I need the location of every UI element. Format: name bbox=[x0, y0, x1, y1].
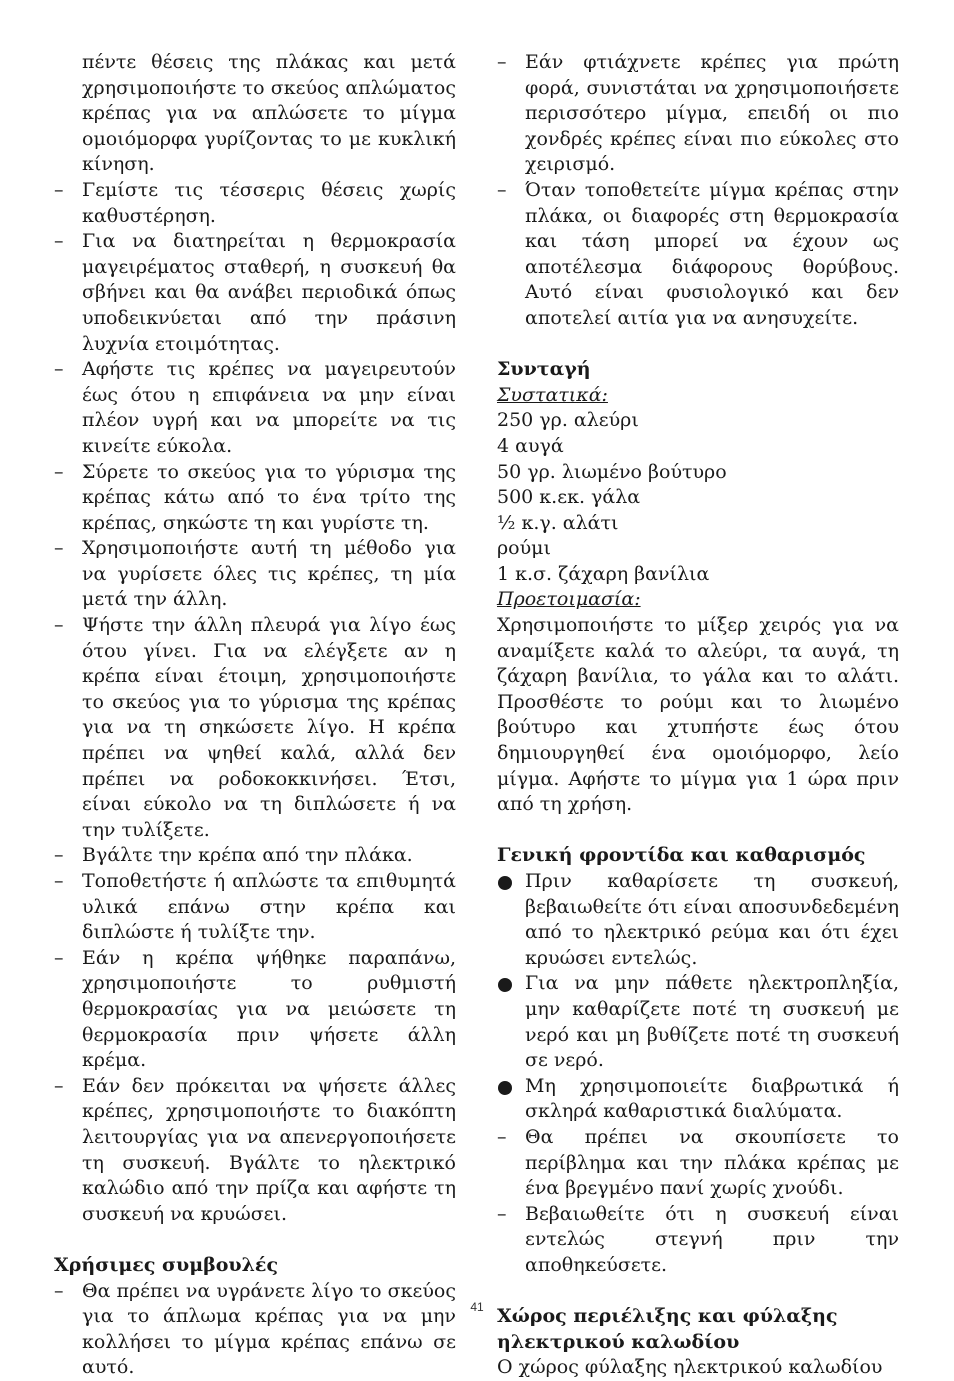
care-bullets-list bbox=[497, 869, 899, 1125]
instruction-step bbox=[54, 946, 456, 1074]
tip-item bbox=[54, 1279, 456, 1381]
instruction-step-text: Εάν δεν πρόκειται να ψήσετε άλλες κρέπες, χρησιμοποιήστε το διακόπτη λειτουργίας για να απενεργοποιήσετε τη συσκευή. Βγάλτε το ηλεκτρικό καλώδιο από την πρίζα και αφήστε τη συσκευή να κρυώσει. bbox=[82, 1074, 456, 1225]
ingredients-label: Συστατικά: bbox=[497, 383, 608, 406]
care-bullet-item-text: Μη χρησιμοποιείτε διαβρωτικά ή σκληρά καθαριστικά διαλύματα. bbox=[525, 1074, 899, 1123]
ingredients-list bbox=[497, 408, 899, 587]
cord-storage-heading: Χώρος περιέλιξης και φύλαξης ηλεκτρικού καλωδίου bbox=[497, 1305, 838, 1353]
care-bullet-item bbox=[497, 1074, 899, 1125]
instruction-step bbox=[54, 843, 456, 869]
tip-item-text: Εάν φτιάχνετε κρέπες για πρώτη φορά, συνιστάται να χρησιμοποιήσετε περισσότερο μίγμα, επειδή οι πιο χονδρές κρέπες είναι πιο εύκολες στο χειρισμό. bbox=[525, 51, 899, 176]
instruction-step-text: Τοποθετήστε ή απλώστε τα επιθυμητά υλικά επάνω στην κρέπα και διπλώστε ή τυλίξτε την. bbox=[82, 870, 456, 944]
instruction-step-text: Σύρετε το σκεύος για το γύρισμα της κρέπας κάτω από το ένα τρίτο της κρέπας, σηκώστε τη και γυρίστε τη. bbox=[82, 460, 456, 534]
tip-item bbox=[497, 178, 899, 332]
page-number: 41 bbox=[470, 1300, 484, 1314]
left-column bbox=[54, 50, 456, 1381]
dash-marker: – bbox=[497, 1125, 507, 1148]
dash-marker: – bbox=[54, 844, 64, 867]
dash-marker: – bbox=[54, 460, 64, 483]
instruction-step bbox=[54, 178, 456, 229]
recipe-heading: Συνταγή bbox=[497, 358, 591, 381]
instruction-step bbox=[54, 613, 456, 843]
instruction-step-text: Για να διατηρείται η θερμοκρασία μαγειρέματος σταθερή, η συσκευή θα σβήνει και θα ανάβει περιοδικά όπως υποδεικνύεται από την πράσινη λυχνία ετοιμότητας. bbox=[82, 230, 456, 355]
care-dash-item-text: Βεβαιωθείτε ότι η συσκευή είναι εντελώς στεγνή πριν την αποθηκεύσετε. bbox=[525, 1202, 899, 1276]
preparation-label: Προετοιμασία: bbox=[497, 588, 641, 611]
care-bullet-item bbox=[497, 869, 899, 971]
dash-marker: – bbox=[54, 946, 64, 969]
instruction-step bbox=[54, 1074, 456, 1228]
preparation-text: Χρησιμοποιήστε το μίξερ χειρός για να αναμίξετε καλά το αλεύρι, τα αυγά, τη ζάχαρη βανίλια, το γάλα και το αλάτι. Προσθέστε το ρούμι και το λιωμένο βούτυρο και χτυπήστε έως ότου δημιουργηθεί ένα ομοιόμορφο, λείο μίγμα. Αφήστε το μίγμα για 1 ώρα πριν από τη χρήση. bbox=[497, 614, 899, 816]
dash-marker: – bbox=[54, 178, 64, 201]
ingredient-item: 500 κ.εκ. γάλα bbox=[497, 486, 641, 509]
ingredient-item: 250 γρ. αλεύρι bbox=[497, 409, 639, 432]
care-dash-item bbox=[497, 1125, 899, 1202]
dash-marker: – bbox=[54, 1074, 64, 1097]
care-bullet-item-text: Για να μην πάθετε ηλεκτροπληξία, μην καθαρίζετε ποτέ τη συσκευή με νερό και μη βυθίζετε ποτέ τη συσκευή σε νερό. bbox=[525, 972, 899, 1072]
dash-marker: – bbox=[54, 1279, 64, 1302]
dash-marker: – bbox=[54, 230, 64, 253]
ingredient-item: 1 κ.σ. ζάχαρη βανίλια bbox=[497, 562, 710, 585]
instruction-step-text: Ψήστε την άλλη πλευρά για λίγο έως ότου γίνει. Για να ελέγξετε αν η κρέπα είναι έτοιμη, χρησιμοποιήστε το σκεύος για το γύρισμα της κρέπας για να τη σηκώσετε λίγο. Η κρέπα πρέπει να ψηθεί καλά, αλλά δεν πρέπει να ροδοκοκκινήσει. Έτσι, είναι εύκολο να τη διπλώσετε ή να την τυλίξετε. bbox=[82, 614, 456, 841]
care-dash-item bbox=[497, 1202, 899, 1279]
dash-marker: – bbox=[497, 178, 507, 201]
cord-storage-text: Ο χώρος φύλαξης ηλεκτρικού καλωδίου bbox=[497, 1356, 883, 1379]
instruction-step bbox=[54, 357, 456, 459]
dash-marker: – bbox=[497, 51, 507, 73]
dash-marker: – bbox=[54, 358, 64, 381]
dash-marker: – bbox=[497, 1202, 507, 1225]
ingredient-item: ρούμι bbox=[497, 537, 551, 560]
intro-continuation: πέντε θέσεις της πλάκας και μετά χρησιμοποιήστε το σκεύος απλώματος κρέπας για να απλώσετε το μίγμα ομοιόμορφα γυρίζοντας το με κυκλική κίνηση. bbox=[82, 51, 456, 176]
ingredient-item: ½ κ.γ. αλάτι bbox=[497, 511, 619, 534]
tip-item bbox=[497, 50, 899, 178]
tip-item-text: Όταν τοποθετείτε μίγμα κρέπας στην πλάκα, οι διαφορές στη θερμοκρασία και τάση μπορεί να έχουν ως αποτέλεσμα διάφορους θορύβους. Αυτό είναι φυσιολογικό και δεν αποτελεί αιτία για να ανησυχείτε. bbox=[525, 178, 899, 329]
instruction-step bbox=[54, 229, 456, 357]
instruction-steps-list bbox=[54, 178, 456, 1227]
dash-marker: – bbox=[54, 870, 64, 892]
dash-marker: – bbox=[54, 537, 64, 560]
tips-heading: Χρήσιμες συμβουλές bbox=[54, 1253, 279, 1276]
instruction-step bbox=[54, 460, 456, 537]
care-dashes-list bbox=[497, 1125, 899, 1279]
dash-marker: – bbox=[54, 614, 64, 637]
right-column bbox=[497, 50, 899, 1381]
instruction-step-text: Βγάλτε την κρέπα από την πλάκα. bbox=[82, 844, 413, 867]
ingredient-item: 4 αυγά bbox=[497, 434, 564, 457]
instruction-step-text: Εάν η κρέπα ψήθηκε παραπάνω, χρησιμοποιήστε το ρυθμιστή θερμοκρασίας για να μειώσετε τη θερμοκρασία πριν ψήσετε άλλη κρέμα. bbox=[82, 946, 456, 1072]
tips-continued-list bbox=[497, 50, 899, 332]
care-dash-item-text: Θα πρέπει να σκουπίσετε το περίβλημα και την πλάκα κρέπας με ένα βρεγμένο πανί χωρίς χνούδι. bbox=[525, 1125, 899, 1200]
instruction-step-text: Αφήστε τις κρέπες να μαγειρευτούν έως ότου η επιφάνεια να μην είναι πλέον υγρή και να μπορείτε να τις κινείτε εύκολα. bbox=[82, 358, 456, 457]
tips-list bbox=[54, 1279, 456, 1381]
instruction-step bbox=[54, 536, 456, 613]
care-bullet-item bbox=[497, 971, 899, 1073]
care-heading: Γενική φροντίδα και καθαρισμός bbox=[497, 844, 866, 867]
care-bullet-item-text: Πριν καθαρίσετε τη συσκευή, βεβαιωθείτε ότι είναι αποσυνδεδεμένη από το ηλεκτρικό ρεύμα και ότι έχει κρυώσει εντελώς. bbox=[525, 870, 899, 969]
instruction-step-text: Γεμίστε τις τέσσερις θέσεις χωρίς καθυστέρηση. bbox=[82, 178, 456, 227]
ingredient-item: 50 γρ. λιωμένο βούτυρο bbox=[497, 460, 727, 483]
tip-item-text: Θα πρέπει να υγράνετε λίγο το σκεύος για το άπλωμα κρέπας για να μην κολλήσει το μίγμα κρέπας επάνω σε αυτό. bbox=[82, 1279, 456, 1379]
instruction-step-text: Χρησιμοποιήστε αυτή τη μέθοδο για να γυρίσετε όλες τις κρέπες, τη μία μετά την άλλη. bbox=[82, 537, 456, 611]
instruction-step bbox=[54, 869, 456, 946]
